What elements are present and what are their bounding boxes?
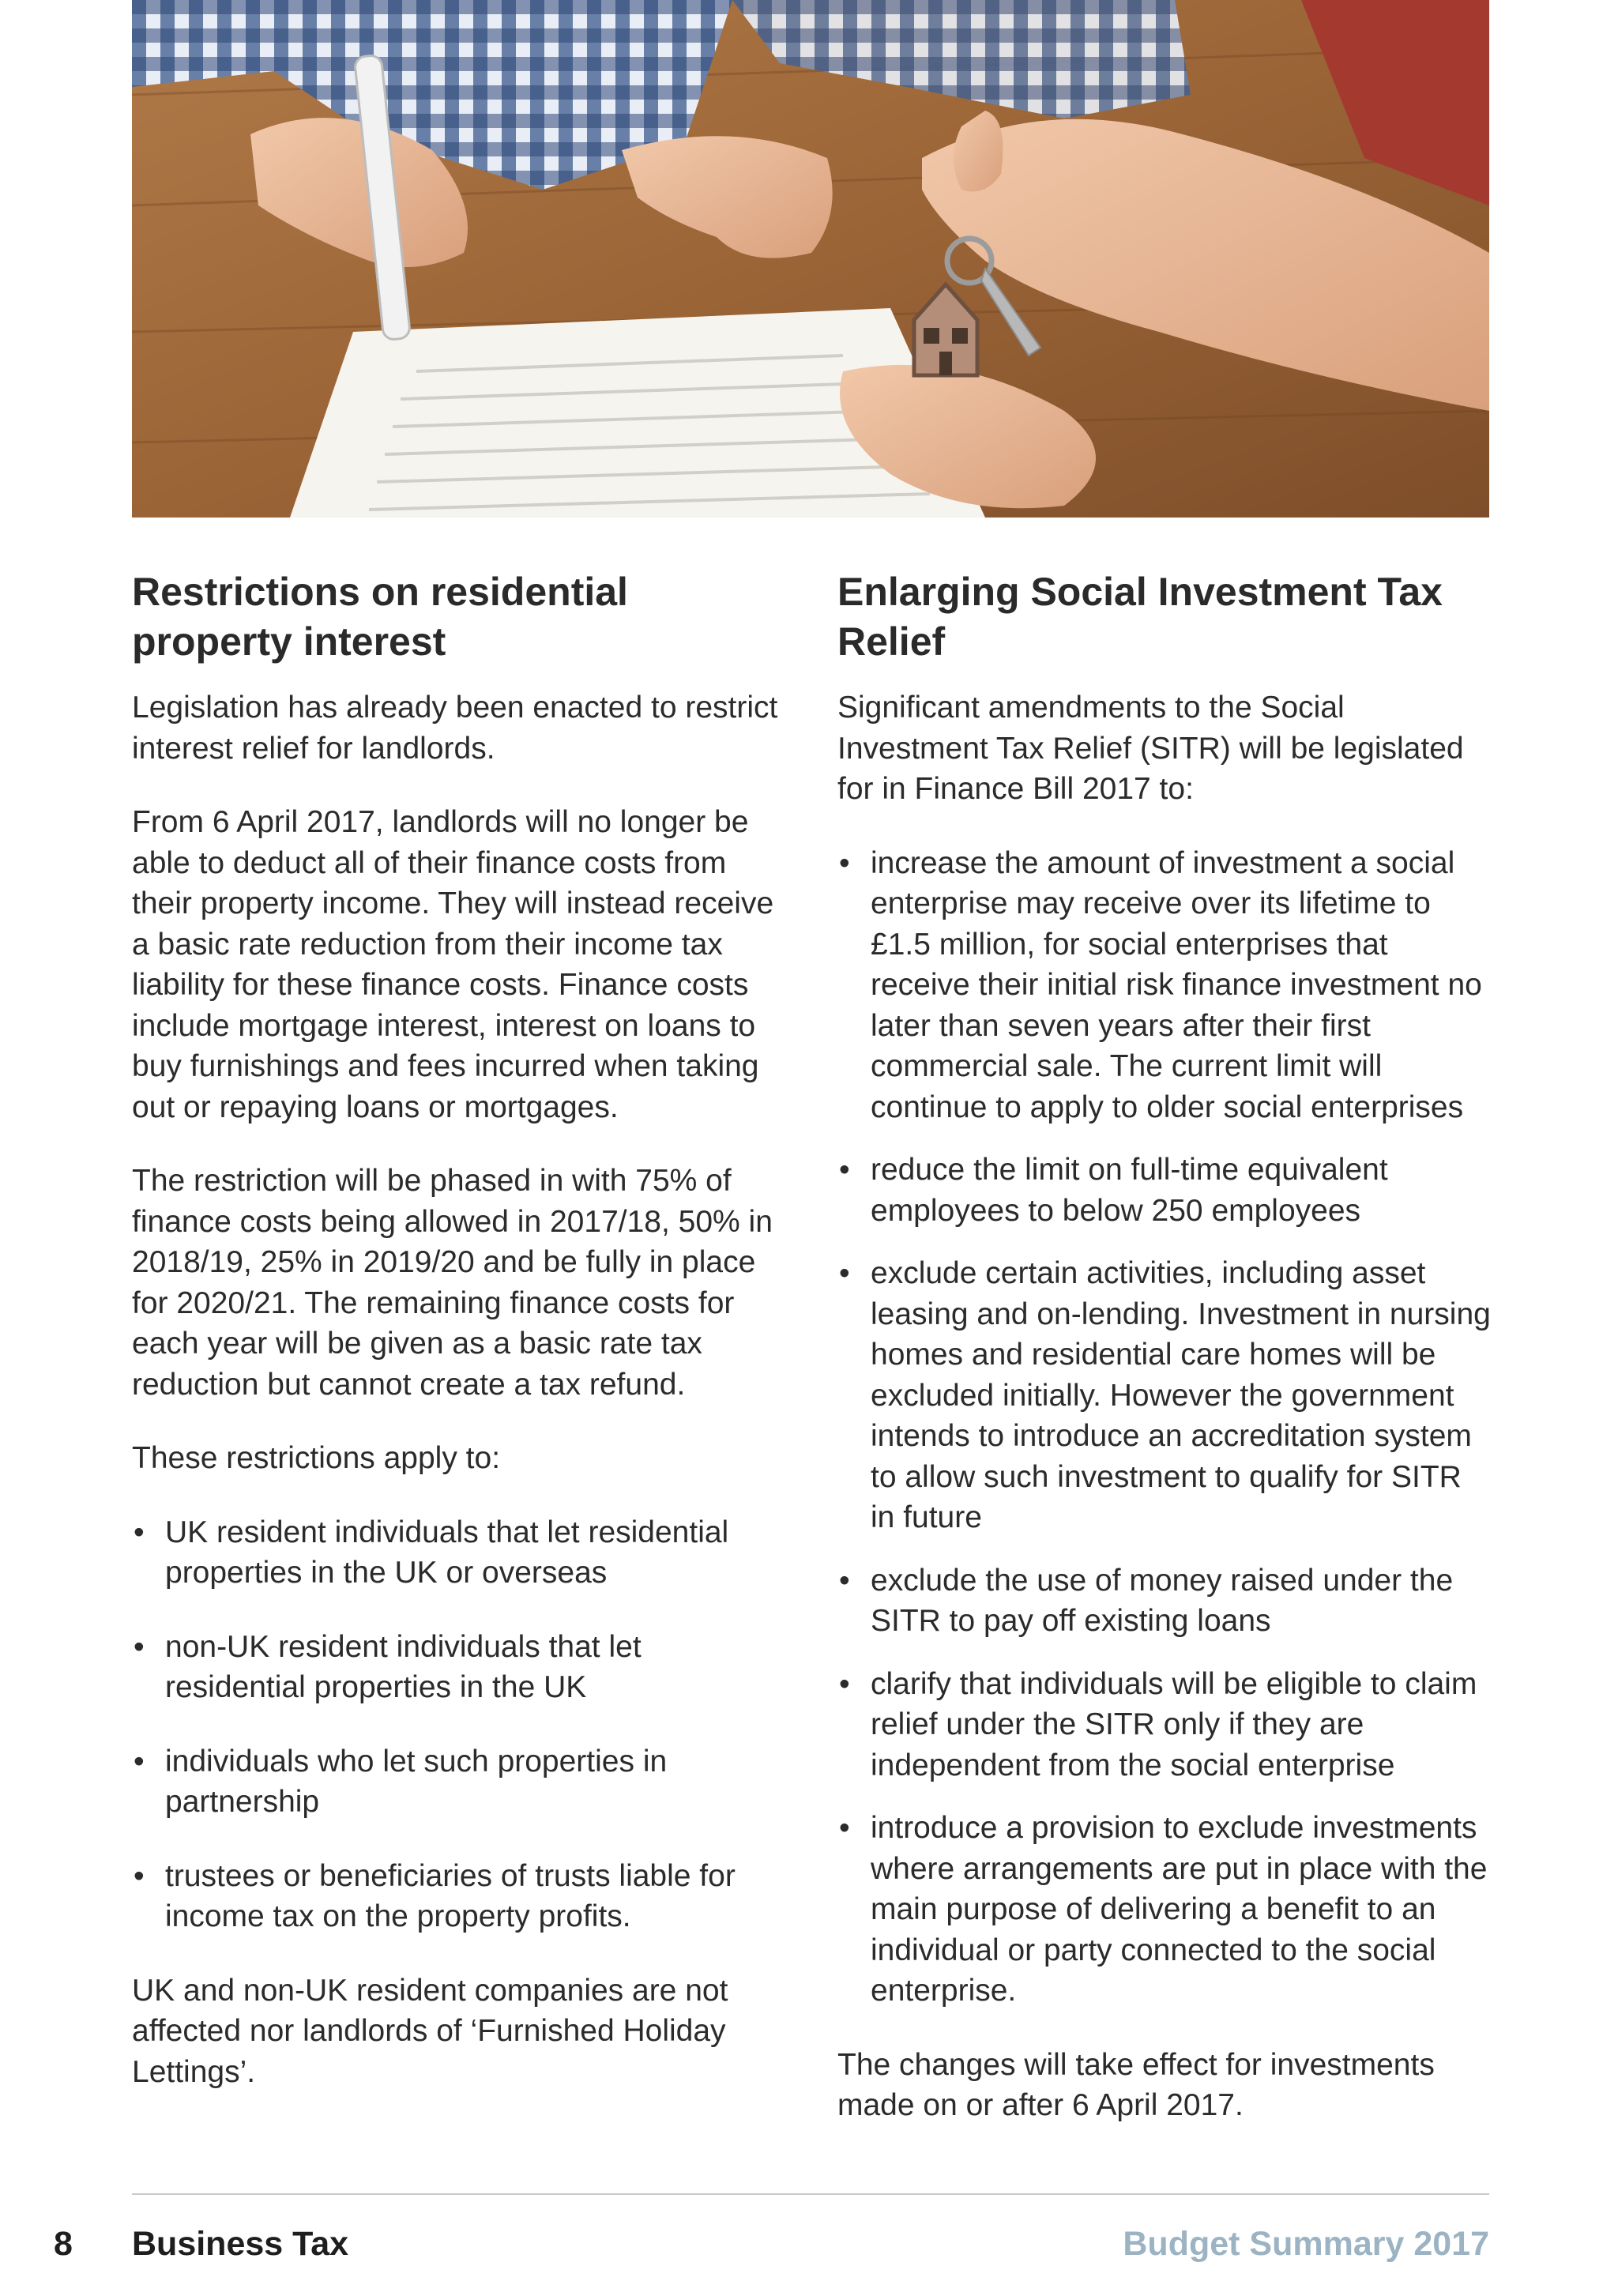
right-column [837,567,1493,2159]
list-item [837,1560,1493,1642]
list-item [837,1150,1493,1231]
left-paragraph-5: UK and non-UK resident companies are not affected nor landlords of ‘Furnished Holiday Lettings’. [132,1973,728,2089]
list-item-text: non-UK resident individuals that let residential properties in the UK [165,1629,642,1704]
list-item [837,1808,1493,2012]
left-paragraph-3: The restriction will be phased in with 75% of finance costs being allowed in 2017/18, 50% in 2018/19, 25% in 2019/20 and be fully in place for 2020/21. The remaining finance costs for each year will be given as a basic rate tax reduction but cannot create a tax refund. [132,1164,773,1402]
footer-section-title: Business Tax [132,2225,349,2263]
bullet-icon: • [839,1563,850,1598]
list-item [132,1627,780,1708]
list-item-text: trustees or beneficiaries of trusts liable for income tax on the property profits. [165,1858,736,1933]
bullet-icon: • [839,1153,850,1187]
list-item-text: exclude certain activities, including asset leasing and on-lending. Investment in nursing homes and residential care homes will be excluded initially. However the government intends to introduce an accreditation system to allow such investment to qualify for SITR in future [871,1256,1491,1534]
list-item-text: individuals who let such properties in partnership [165,1744,668,1819]
left-paragraph-1: Legislation has already been enacted to restrict interest relief for landlords. [132,691,778,766]
list-item-text: clarify that individuals will be eligible to claim relief under the SITR only if they are independent from the social enterprise [871,1666,1477,1782]
left-heading: Restrictions on residential property interest [132,570,628,664]
bullet-icon: • [839,845,850,880]
list-item [132,1741,780,1823]
list-item-text: UK resident individuals that let residential properties in the UK or overseas [165,1515,729,1590]
left-paragraph-4: These restrictions apply to: [132,1441,501,1475]
list-item [837,843,1493,1128]
footer-document-title: Budget Summary 2017 [1123,2225,1489,2263]
bullet-icon: • [839,1811,850,1845]
bullet-icon: • [134,1629,145,1664]
list-item-text: exclude the use of money raised under the SITR to pay off existing loans [871,1563,1454,1638]
left-paragraph-2: From 6 April 2017, landlords will no longer be able to deduct all of their finance costs from their property income. They will instead receive a basic rate reduction from their income tax liability for these finance costs. Finance costs include mortgage interest, interest on loans to buy furnishings and fees incurred when taking out or repaying loans or mortgages. [132,805,774,1124]
bullet-icon: • [134,1744,145,1778]
house-keys-photo-illustration [132,0,1489,518]
right-heading: Enlarging Social Investment Tax Relief [837,570,1443,664]
left-bullet-list [132,1512,780,1937]
bullet-icon: • [134,1515,145,1549]
left-column [132,567,780,2125]
list-item [837,1253,1493,1538]
list-item [837,1664,1493,1786]
right-bullet-list [837,843,1493,2012]
page-number: 8 [54,2225,73,2263]
right-paragraph-2: The changes will take effect for investments made on or after 6 April 2017. [837,2047,1435,2122]
right-paragraph-1: Significant amendments to the Social Investment Tax Relief (SITR) will be legislated for in Finance Bill 2017 to: [837,691,1464,806]
list-item-text: reduce the limit on full-time equivalent employees to below 250 employees [871,1153,1388,1228]
bullet-icon: • [134,1858,145,1893]
list-item-text: introduce a provision to exclude investments where arrangements are put in place with the main purpose of delivering a benefit to an individual or party connected to the social enterprise. [871,1811,1488,2008]
footer-divider [132,2193,1489,2195]
bullet-icon: • [839,1256,850,1290]
list-item [132,1856,780,1937]
bullet-icon: • [839,1666,850,1701]
list-item-text: increase the amount of investment a social enterprise may receive over its lifetime to £1.5 million, for social enterprises that receive their initial risk finance investment no later than seven years after their first commercial sale. The current limit will continue to apply to older social enterprises [871,845,1482,1124]
list-item [132,1512,780,1594]
header-photo [132,0,1489,518]
